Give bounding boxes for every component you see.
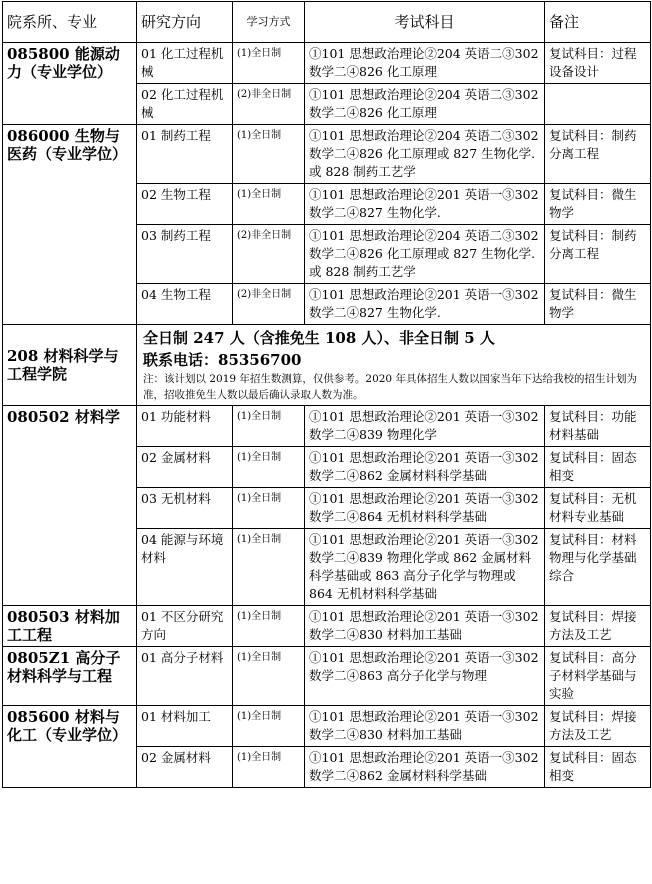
mode-cell: (1)全日制 (233, 125, 305, 184)
remarks-cell: 复试科目：焊接方法及工艺 (545, 706, 651, 747)
mode-cell: (1)全日制 (233, 43, 305, 84)
mode-cell: (1)全日制 (233, 488, 305, 529)
subjects-cell: ①101 思想政治理论②201 英语一③302 数学二④830 材料加工基础 (305, 706, 545, 747)
enrollment-summary: 全日制 247 人（含推免生 108 人）、非全日制 5 人 (143, 329, 495, 347)
remarks-cell: 复试科目：制药分离工程 (545, 125, 651, 184)
header-subjects: 考试科目 (305, 2, 545, 43)
remarks-cell: 复试科目：制药分离工程 (545, 225, 651, 284)
major-cell: 080502 材料学 (3, 406, 137, 606)
direction-cell: 01 化工过程机械 (137, 43, 233, 84)
direction-cell: 03 制药工程 (137, 225, 233, 284)
direction-cell: 04 生物工程 (137, 284, 233, 325)
mode-cell: (2)非全日制 (233, 284, 305, 325)
remarks-cell: 复试科目：焊接方法及工艺 (545, 606, 651, 647)
remarks-cell (545, 84, 651, 125)
major-cell: 080503 材料加工工程 (3, 606, 137, 647)
remarks-cell: 复试科目：微生物学 (545, 284, 651, 325)
remarks-cell: 复试科目：材料物理与化学基础综合 (545, 529, 651, 606)
direction-cell: 02 生物工程 (137, 184, 233, 225)
subjects-cell: ①101 思想政治理论②204 英语二③302 数学二④826 化工原理 (305, 43, 545, 84)
major-cell: 085800 能源动力（专业学位） (3, 43, 137, 125)
mode-cell: (1)全日制 (233, 747, 305, 788)
header-dept: 院系所、专业 (3, 2, 137, 43)
school-row (3, 325, 651, 406)
header-remarks: 备注 (545, 2, 651, 43)
direction-cell: 01 不区分研究方向 (137, 606, 233, 647)
contact-phone: 联系电话：85356700 (143, 351, 302, 369)
table-row (3, 606, 651, 647)
direction-cell: 01 功能材料 (137, 406, 233, 447)
mode-cell: (1)全日制 (233, 447, 305, 488)
header-row (3, 2, 651, 43)
direction-cell: 01 高分子材料 (137, 647, 233, 706)
subjects-cell: ①101 思想政治理论②201 英语一③302 数学二④827 生物化学. (305, 284, 545, 325)
subjects-cell: ①101 思想政治理论②204 英语二③302 数学二④826 化工原理或 827 生物化学.或 828 制药工艺学 (305, 225, 545, 284)
subjects-cell: ①101 思想政治理论②201 英语一③302 数学二④864 无机材料科学基础 (305, 488, 545, 529)
plan-note: 注：该计划以 2019 年招生数测算，仅供参考。2020 年具体招生人数以国家当年下达给我校的招生计划为准，招收推免生人数以最后确认录取人数为准。 (143, 373, 637, 401)
header-mode: 学习方式 (233, 2, 305, 43)
remarks-cell: 复试科目：固态相变 (545, 747, 651, 788)
mode-cell: (1)全日制 (233, 184, 305, 225)
subjects-cell: ①101 思想政治理论②201 英语一③302 数学二④862 金属材料科学基础 (305, 747, 545, 788)
direction-cell: 04 能源与环境材料 (137, 529, 233, 606)
table-row (3, 706, 651, 747)
mode-cell: (1)全日制 (233, 606, 305, 647)
subjects-cell: ①101 思想政治理论②201 英语一③302 数学二④863 高分子化学与物理 (305, 647, 545, 706)
school-name: 208 材料科学与工程学院 (3, 325, 137, 406)
subjects-cell: ①101 思想政治理论②201 英语一③302 数学二④862 金属材料科学基础 (305, 447, 545, 488)
major-cell: 085600 材料与化工（专业学位） (3, 706, 137, 788)
remarks-cell: 复试科目：高分子材料学基础与实验 (545, 647, 651, 706)
remarks-cell: 复试科目：固态相变 (545, 447, 651, 488)
table-row (3, 125, 651, 184)
subjects-cell: ①101 思想政治理论②204 英语二③302 数学二④826 化工原理或 827 生物化学.或 828 制药工艺学 (305, 125, 545, 184)
mode-cell: (1)全日制 (233, 706, 305, 747)
remarks-cell: 复试科目：微生物学 (545, 184, 651, 225)
mode-cell: (1)全日制 (233, 406, 305, 447)
table-row (3, 647, 651, 706)
table-row (3, 43, 651, 84)
direction-cell: 02 金属材料 (137, 447, 233, 488)
table-row (3, 406, 651, 447)
mode-cell: (1)全日制 (233, 647, 305, 706)
direction-cell: 01 材料加工 (137, 706, 233, 747)
remarks-cell: 复试科目：无机材料专业基础 (545, 488, 651, 529)
admission-table (2, 1, 651, 788)
mode-cell: (2)非全日制 (233, 84, 305, 125)
direction-cell: 02 化工过程机械 (137, 84, 233, 125)
subjects-cell: ①101 思想政治理论②204 英语二③302 数学二④826 化工原理 (305, 84, 545, 125)
mode-cell: (1)全日制 (233, 529, 305, 606)
mode-cell: (2)非全日制 (233, 225, 305, 284)
remarks-cell: 复试科目：功能材料基础 (545, 406, 651, 447)
header-direction: 研究方向 (137, 2, 233, 43)
remarks-cell: 复试科目：过程设备设计 (545, 43, 651, 84)
subjects-cell: ①101 思想政治理论②201 英语一③302 数学二④839 物理化学或 862 金属材料科学基础或 863 高分子化学与物理或 864 无机材料科学基础 (305, 529, 545, 606)
direction-cell: 02 金属材料 (137, 747, 233, 788)
direction-cell: 03 无机材料 (137, 488, 233, 529)
subjects-cell: ①101 思想政治理论②201 英语一③302 数学二④827 生物化学. (305, 184, 545, 225)
direction-cell: 01 制药工程 (137, 125, 233, 184)
major-cell: 086000 生物与医药（专业学位） (3, 125, 137, 325)
subjects-cell: ①101 思想政治理论②201 英语一③302 数学二④830 材料加工基础 (305, 606, 545, 647)
major-cell: 0805Z1 高分子材料科学与工程 (3, 647, 137, 706)
subjects-cell: ①101 思想政治理论②201 英语一③302 数学二④839 物理化学 (305, 406, 545, 447)
